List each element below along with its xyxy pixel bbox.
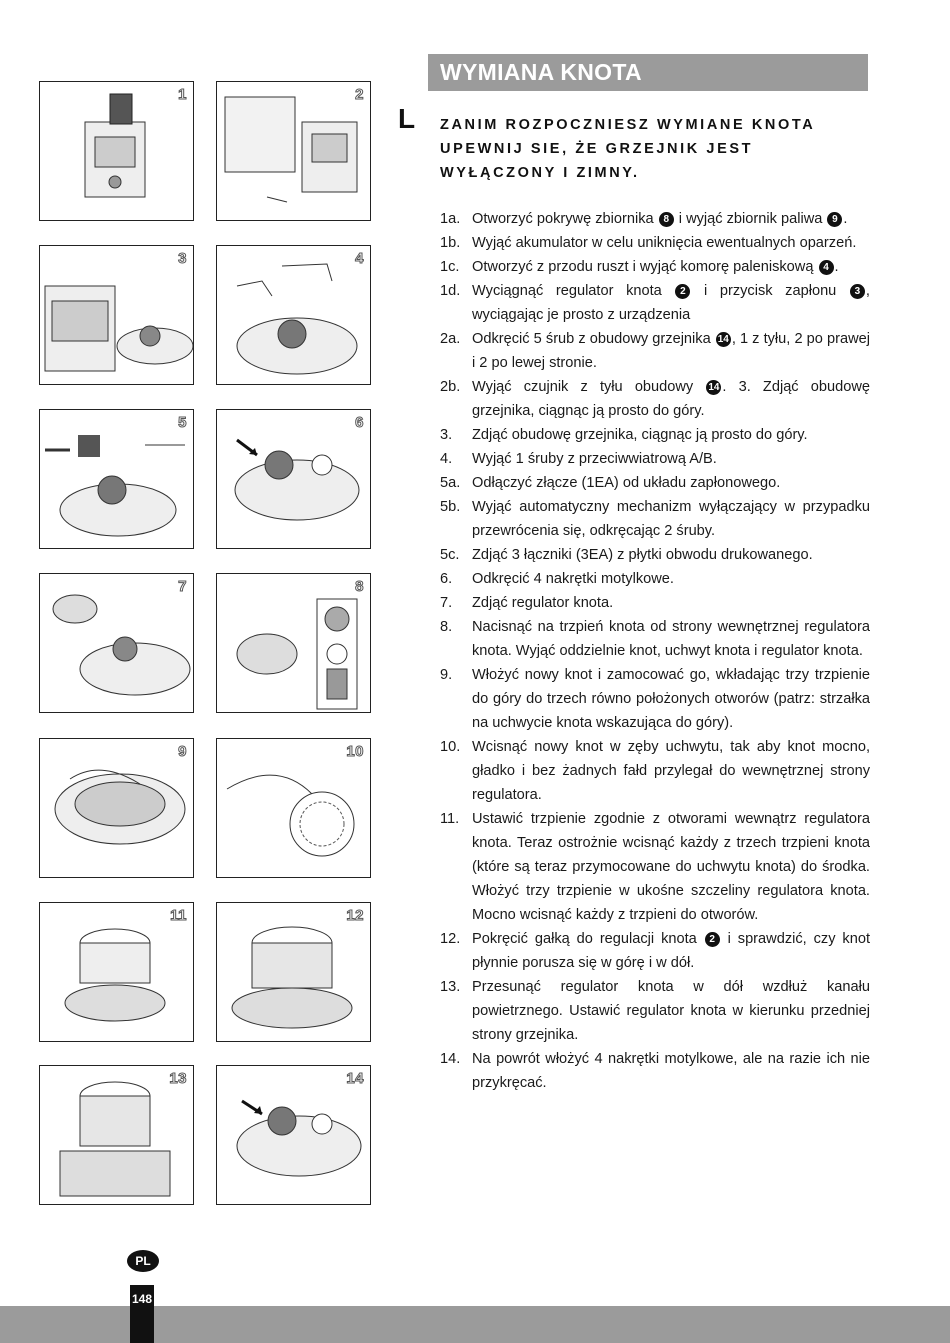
- step-item: [440, 543, 870, 567]
- step-text: Przesunąć regulator knota w dół wzdłuż kanału powietrznego. Ustawić regulator knota w kierunku przedniej strony grzejnika.: [472, 979, 870, 1043]
- step-item: [440, 447, 870, 471]
- step-text: Otworzyć pokrywę zbiornika 8 i wyjąć zbiornik paliwa 9 .: [472, 211, 848, 227]
- part-number-badge: 14: [708, 382, 720, 393]
- part-number-badge: 14: [717, 334, 729, 345]
- section-letter: L: [398, 103, 416, 134]
- panel-number: 13: [169, 1070, 187, 1087]
- part-number-badge: 9: [827, 212, 842, 227]
- illustration-drawing: [217, 410, 371, 549]
- step-text: Wyjąć akumulator w celu uniknięcia ewentualnych oparzeń.: [472, 235, 857, 251]
- step-number: 4.: [440, 451, 453, 467]
- illustration-panel: [39, 1065, 194, 1205]
- step-text: Zdjąć regulator knota.: [472, 595, 614, 611]
- step-number: 5c.: [440, 547, 460, 563]
- panel-number: 2: [355, 86, 364, 103]
- page-number: 148: [131, 1292, 153, 1306]
- step-item: [440, 807, 870, 927]
- panel-number: 8: [355, 578, 364, 595]
- illustration-drawing: [217, 82, 371, 221]
- step-text: Nacisnąć na trzpień knota od strony wewnętrznej regulatora knota. Wyjąć oddzielnie knot, uchwyt knota i regulator knota.: [472, 619, 870, 659]
- part-number-badge: 4: [819, 260, 834, 275]
- step-item: [440, 495, 870, 543]
- step-text: Wyjąć 1 śruby z przeciwwiatrową A/B.: [472, 451, 717, 467]
- step-item: [440, 279, 870, 327]
- panel-number: 4: [355, 250, 364, 267]
- step-item: [440, 207, 870, 231]
- panel-number: 12: [346, 907, 364, 924]
- step-number: 1d.: [440, 283, 461, 299]
- step-number: 11.: [440, 811, 460, 827]
- step-number: 8.: [440, 619, 453, 635]
- step-number: 1a.: [440, 211, 461, 227]
- step-item: [440, 615, 870, 663]
- warning-text: [440, 113, 860, 185]
- panel-number: 14: [346, 1070, 364, 1087]
- step-item: [440, 375, 870, 423]
- step-number: 12.: [440, 931, 461, 947]
- illustration-drawing: [40, 246, 194, 385]
- step-text: Zdjąć 3 łączniki (3EA) z płytki obwodu drukowanego.: [472, 547, 813, 563]
- step-number: 7.: [440, 595, 453, 611]
- part-number-badge: 2: [705, 932, 720, 947]
- panel-number: 3: [178, 250, 187, 267]
- step-text: Wcisnąć nowy knot w zęby uchwytu, tak aby knot mocno, gładko i bez żadnych fałd przylegał do wewnętrznej strony regulatora.: [472, 739, 870, 803]
- illustration-panel: [216, 409, 371, 549]
- step-item: [440, 975, 870, 1047]
- step-number: 13.: [440, 979, 461, 995]
- step-item: [440, 327, 870, 375]
- step-text: Ustawić trzpienie zgodnie z otworami wewnątrz regulatora knota. Teraz ostrożnie wcisnąć każdy z trzech trzpieni knota (które są teraz przymocowane do uchwytu knota) do środka. Włożyć trzy trzpienie w ukośne szczeliny regulatora knota. Mocno wcisnąć każdy z trzpieni do otworów.: [472, 811, 870, 923]
- step-text: Odkręcić 4 nakrętki motylkowe.: [472, 571, 674, 587]
- step-text: Odłączyć złącze (1EA) od układu zapłonowego.: [472, 475, 781, 491]
- title-bar: [428, 54, 868, 91]
- step-text: Wyjąć automatyczny mechanizm wyłączający w przypadku przewrócenia się, odkręcając 2 śruby.: [472, 499, 870, 539]
- illustration-panel: [216, 738, 371, 878]
- step-item: [440, 591, 870, 615]
- step-number: 9.: [440, 667, 453, 683]
- illustration-drawing: [40, 82, 194, 221]
- step-text: Odkręcić 5 śrub z obudowy grzejnika 14 , 1 z tyłu, 2 po prawej i 2 po lewej stronie.: [472, 331, 870, 371]
- step-number: 6.: [440, 571, 453, 587]
- warning-line: WYŁĄCZONY I ZIMNY.: [440, 165, 640, 181]
- step-number: 3.: [440, 427, 453, 443]
- step-number: 2b.: [440, 379, 461, 395]
- page-title: WYMIANA KNOTA: [440, 59, 642, 85]
- illustration-panel: [216, 81, 371, 221]
- panel-number: 9: [178, 743, 187, 760]
- step-text: Otworzyć z przodu ruszt i wyjąć komorę paleniskową 4 .: [472, 259, 839, 275]
- panel-number: 10: [346, 743, 364, 760]
- illustration-panel: [216, 573, 371, 713]
- step-number: 5a.: [440, 475, 461, 491]
- illustration-panel: [216, 245, 371, 385]
- step-text: Pokręcić gałką do regulacji knota 2 i sprawdzić, czy knot płynnie porusza się w górę i w dół.: [472, 931, 871, 971]
- step-list: [440, 207, 870, 1095]
- panel-number: 5: [178, 414, 187, 431]
- panel-number: 7: [178, 578, 187, 595]
- step-item: [440, 735, 870, 807]
- step-text: Włożyć nowy knot i zamocować go, wkładając trzy trzpienie do góry do trzech równo położonych otworów (patrz: strzałka na uchwycie knota wskazująca do góry).: [472, 667, 870, 731]
- step-text: Zdjąć obudowę grzejnika, ciągnąc ją prosto do góry.: [472, 427, 808, 443]
- part-number-badge: 8: [659, 212, 674, 227]
- step-item: [440, 471, 870, 495]
- illustration-panel: [216, 902, 371, 1042]
- step-number: 14.: [440, 1051, 461, 1067]
- step-number: 10.: [440, 739, 461, 755]
- step-number: 1b.: [440, 235, 461, 251]
- step-text: Wyjąć czujnik z tyłu obudowy 14 . 3. Zdjąć obudowę grzejnika, ciągnąc ją prosto do góry.: [472, 379, 870, 419]
- panel-number: 6: [355, 414, 364, 431]
- step-item: [440, 927, 870, 975]
- step-text: Na powrót włożyć 4 nakrętki motylkowe, ale na razie ich nie przykręcać.: [472, 1051, 870, 1091]
- warning-line: ZANIM ROZPOCZNIESZ WYMIANE KNOTA: [440, 117, 816, 133]
- step-number: 5b.: [440, 499, 461, 515]
- illustration-panel: [39, 81, 194, 221]
- part-number-badge: 2: [675, 284, 690, 299]
- language-badge: PL: [127, 1250, 159, 1272]
- step-text: Wyciągnąć regulator knota 2 i przycisk zapłonu 3 , wyciągając je prosto z urządzenia: [472, 283, 870, 323]
- illustration-drawing: [40, 574, 194, 713]
- illustration-panel: [216, 1065, 371, 1205]
- step-item: [440, 567, 870, 591]
- step-item: [440, 663, 870, 735]
- step-item: [440, 255, 870, 279]
- illustration-panel: [39, 902, 194, 1042]
- illustration-panel: [39, 573, 194, 713]
- step-number: 2a.: [440, 331, 461, 347]
- warning-line: UPEWNIJ SIE, ŻE GRZEJNIK JEST: [440, 141, 754, 157]
- illustration-panel: [39, 245, 194, 385]
- illustration-drawing: [217, 246, 371, 385]
- step-item: [440, 1047, 870, 1095]
- illustration-drawing: [217, 574, 371, 713]
- illustration-drawing: [40, 739, 194, 878]
- panel-number: 1: [178, 86, 187, 103]
- step-number: 1c.: [440, 259, 460, 275]
- part-number-badge: 3: [850, 284, 865, 299]
- illustration-drawing: [40, 410, 194, 549]
- panel-number: 11: [170, 907, 187, 924]
- step-item: [440, 423, 870, 447]
- illustration-panel: [39, 738, 194, 878]
- illustration-panel: [39, 409, 194, 549]
- step-item: [440, 231, 870, 255]
